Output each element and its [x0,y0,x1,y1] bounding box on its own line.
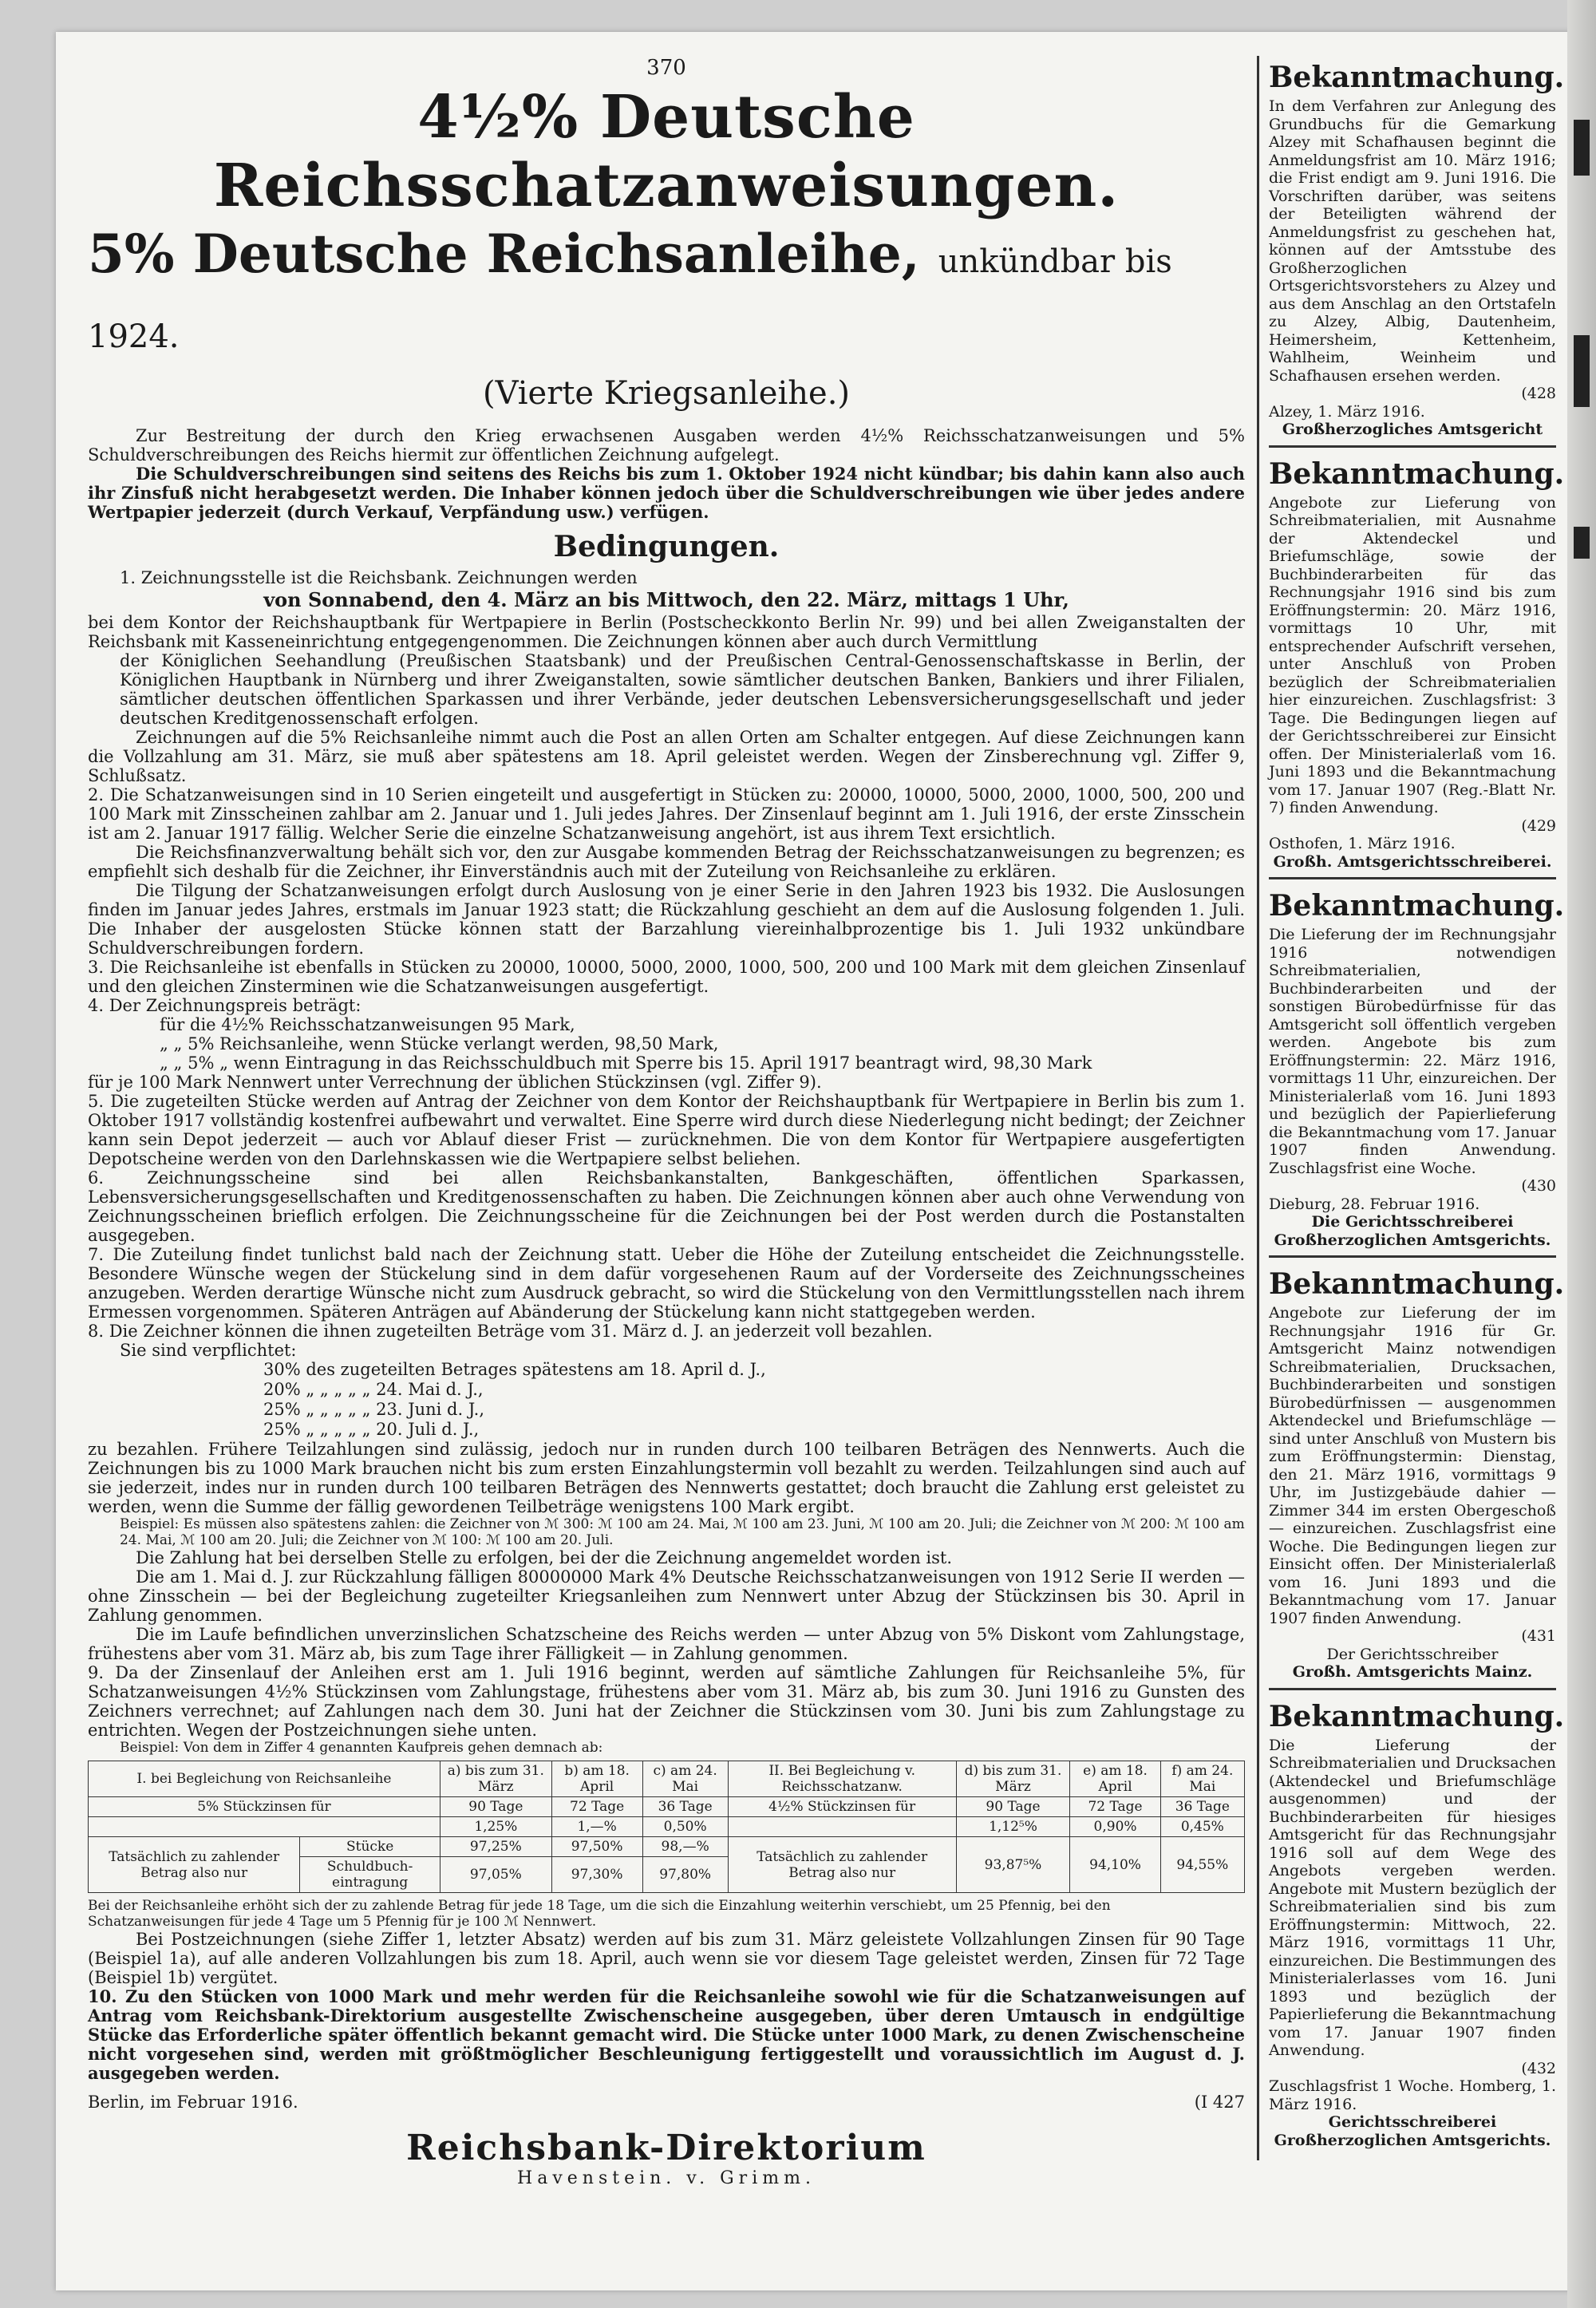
schedule-line: 20% „ „ „ „ „ 24. Mai d. J., [263,1380,484,1399]
condition-8-e: Die am 1. Mai d. J. zur Rückzahlung fälligen 80000000 Mark 4% Deutsche Reichsschatzanweisungen von 1912 Serie II werden — ohne Zinsschein — bei der Begleichung zugeteilter Kriegsanleihen zum Nennwert unter Abzug der Stückzinsen bis 30. April in Zahlung genommen. [88,1567,1245,1625]
table-col-b: b) am 18. April [551,1761,642,1797]
condition-10: 10. Zu den Stücken von 1000 Mark und mehr werden für die Reichsanleihe sowohl wie für die Schatzanweisungen auf Antrag vom Reichsbank-Direktorium ausgestellte Zwischenscheine ausgegeben, über deren Umtausch in endgültige Stücke das Erforderliche später öffentlich bekannt gemacht wird. Die Stücke unter 1000 Mark, zu denen Zwischenscheine nicht vorgesehen sind, werden mit größtmöglicher Beschleunigung fertiggestellt und voraussichtlich im August d. J. ausgegeben werden. [88,1986,1245,2083]
condition-1-intermediaries: der Königlichen Seehandlung (Preußischen Staatsbank) und der Preußischen Central-Genossenschaftskasse in Berlin, der Königlichen Hauptbank in Nürnberg und ihrer Zweiganstalten, sowie sämtlicher deutschen Banken, Bankiers und ihrer Filialen, sämtlicher deutschen öffentlichen Sparkassen und ihrer Verbände, jeder deutschen Lebensversicherungsgesellschaft und jeder deutschen Kreditgenossenschaft erfolgen. [120,651,1245,728]
notice-body: In dem Verfahren zur Anlegung des Grundbuchs für die Gemarkung Alzey mit Schafhausen beginnt die Anmeldungsfrist am 10. März 1916; die Frist endigt am 9. Juni 1916. Die Vorschriften darüber, was seitens der Beteiligten während der Anmeldungsfrist zu geschehen hat, können auf der Amtsstube des Großherzoglichen Ortsgerichtsvorstehers zu Alzey und aus dem Anschlag an den Ortstafeln zu Alzey, Albig, Dautenheim, Heimersheim, Kettenheim, Wahlheim, Weinheim und Schafhausen ersehen werden. [1269,97,1556,385]
headline-reichsanleihe [88,220,1245,370]
table-col-c: c) am 24. Mai [642,1761,728,1797]
table-row-label: 4½% Stückzinsen für [728,1797,956,1817]
dateline [88,2093,1245,2112]
signature-names: Havenstein. v. Grimm. [517,2168,816,2188]
notice-title: Bekanntmachung. [1269,1267,1565,1301]
table-row-label: Stücke [300,1837,440,1857]
table-col-e: e) am 18. April [1070,1761,1160,1797]
notice-place: Alzey, 1. März 1916. [1269,402,1425,421]
schedule-line: 25% „ „ „ „ „ 20. Juli d. J., [263,1420,480,1439]
table-head-right: II. Bei Begleichung v. Reichsschatzanw. [728,1761,956,1797]
notice-ref: (428 [1521,385,1556,402]
table-cell: 1,—% [551,1817,642,1837]
notice-ref: (431 [1521,1627,1556,1645]
table-cell: 97,25% [440,1837,551,1857]
condition-8-d: Die Zahlung hat bei derselben Stelle zu erfolgen, bei der die Zeichnung angemeldet worden ist. [136,1548,953,1567]
schedule-line: 25% „ „ „ „ „ 23. Juni d. J., [263,1400,484,1419]
price-reichsanleihe-stuecke: „ „ 5% Reichsanleihe, wenn Stücke verlangt werden, 98,50 Mark, [160,1034,719,1053]
notice-homberg [1269,1695,1565,2156]
table-row-label: Tatsächlich zu zahlender Betrag also nur [728,1837,956,1893]
reference-number: (I 427 [1194,2093,1245,2112]
notice-title: Bekanntmachung. [1269,889,1565,923]
condition-2-b: Die Reichsfinanzverwaltung behält sich vor, den zur Ausgabe kommenden Betrag der Reichsschatzanweisungen zu begrenzen; es empfiehlt sich deshalb für die Zeichner, ihr Einverständnis auch mit der Zuteilung von Reichsanleihe zu erklären. [88,843,1245,881]
table-cell: 97,05% [440,1857,551,1893]
table-row-label: Schuldbuch-eintragung [300,1857,440,1893]
condition-8-b: zu bezahlen. Frühere Teilzahlungen sind zulässig, jedoch nur in runden durch 100 teilbaren Beträgen des Nennwerts. Auch die Zeichnungen bis zu 1000 Mark brauchen nicht bis zum ersten Einzahlungstermin voll bezahlt zu werden. Teilzahlungen sind auch auf sie jederzeit, indes nur in runden durch 100 teilbaren Beträgen des Nennwerts gestattet; doch braucht die Zahlung erst geleistet zu werden, wenn die Summe der fällig gewordenen Teilbeträge wenigstens 100 Mark ergibt. [88,1440,1245,1516]
notice-sign: Großherzogliches Amtsgericht [1282,421,1543,438]
table-cell: 90 Tage [956,1797,1070,1817]
headline-reichsanleihe-sub: unkündbar bis 1924. [88,243,1172,355]
notice-place: Der Gerichtsschreiber [1326,1645,1499,1663]
condition-1: 1. Zeichnungsstelle ist die Reichsbank. Zeichnungen werden [120,568,638,587]
table-cell: 97,80% [642,1857,728,1893]
table-cell: 36 Tage [1160,1797,1244,1817]
notice-ref: (432 [1521,2059,1556,2077]
schedule-line: 30% des zugeteilten Betrages spätestens am 18. April d. J., [263,1360,766,1379]
table-cell: 90 Tage [440,1797,551,1817]
table-cell: 0,45% [1160,1817,1244,1837]
intro-paragraph: Zur Bestreitung der durch den Krieg erwachsenen Ausgaben werden 4½% Reichsschatzanweisungen und 5% Schuldverschreibungen des Reichs hiermit zur öffentlichen Zeichnung aufgelegt. [88,426,1245,464]
condition-7: 7. Die Zuteilung findet tunlichst bald nach der Zeichnung statt. Ueber die Höhe der Zuteilung entscheidet die Zeichnungsstelle. Besondere Wünsche wegen der Stückelung sind in dem dafür vorgesehenen Raum auf der Vorderseite des Zeichnungsscheines anzugeben. Werden derartige Wünsche nicht zum Ausdruck gebracht, so wird die Stückelung von den Vermittlungsstellen nach ihrem Ermessen vorgenommen. Späteren Anträgen auf Abänderung der Stückelung kann nicht stattgegeben werden. [88,1245,1245,1322]
table-cell: 36 Tage [642,1797,728,1817]
condition-6: 6. Zeichnungsscheine sind bei allen Reichsbankanstalten, Bankgeschäften, öffentlichen Sparkassen, Lebensversicherungsgesellschaften und Kreditgenossenschaften zu haben. Die Zeichnungen können aber auch ohne Verwendung von Zeichnungsscheinen brieflich erfolgen. Die Zeichnungsscheine für die Zeichnungen bei der Post werden durch die Postanstalten ausgegeben. [88,1168,1245,1245]
table-cell: 72 Tage [551,1797,642,1817]
notice-place: Zuschlagsfrist 1 Woche. Homberg, 1. März 1916. [1269,2077,1556,2113]
table-cell: 1,12⁵% [956,1817,1070,1837]
table-cell: 72 Tage [1070,1797,1160,1817]
headline-kriegsanleihe: (Vierte Kriegsanleihe.) [482,375,851,412]
condition-1-text: bei dem Kontor der Reichshauptbank für Wertpapiere in Berlin (Postscheckkonto Berlin Nr. 99) und bei allen Zweiganstalten der Reichsbank mit Kasseneinrichtung entgegengenommen. Die Zeichnungen können aber auch durch Vermittlung [88,613,1245,651]
table-col-f: f) am 24. Mai [1160,1761,1244,1797]
notice-mainz [1269,1263,1565,1690]
notice-place: Osthofen, 1. März 1916. [1269,835,1456,852]
notice-title: Bekanntmachung. [1269,1699,1565,1733]
condition-2: 2. Die Schatzanweisungen sind in 10 Serien eingeteilt und ausgefertigt in Stücken zu: 20000, 10000, 5000, 2000, 1000, 500, 200 und 100 Mark mit Zinsscheinen zahlbar am 2. Januar und 1. Juli jedes Jahres. Der Zinsenlauf beginnt am 1. Juli 1916, der erste Zinsschein ist am 2. Januar 1917 fällig. Welcher Serie die einzelne Schatzanweisung angehört, ist aus ihrem Text ersichtlich. [88,785,1245,843]
condition-2-c: Die Tilgung der Schatzanweisungen erfolgt durch Auslosung von je einer Serie in den Jahren 1923 bis 1932. Die Auslosungen finden im Januar jedes Jahres, erstmals im Januar 1923 statt; die Rückzahlung geschieht an dem auf die Auslosung folgenden 1. Juli. Die Inhaber der ausgelosten Stücke können statt der Barzahlung viereinhalbprozentige bis 1. Juli 1932 unkündbare Schuldverschreibungen fordern. [88,881,1245,958]
notice-body: Die Lieferung der im Rechnungsjahr 1916 notwendigen Schreibmaterialien, Buchbinderarbeiten und der sonstigen Bürobedürfnisse für das Amtsgericht soll öffentlich vergeben werden. Angebote bis zum Eröffnungstermin: 22. März 1916, vormittags 11 Uhr, einzureichen. Der Ministerialerlaß vom 16. Juni 1893 und bezüglich der Papierlieferung die Bekanntmachung vom 17. Januar 1907 finden Anwendung. Zuschlagsfrist eine Woche. [1269,926,1556,1177]
main-column [88,56,1245,2188]
notice-osthofen [1269,453,1565,880]
condition-1-dates: von Sonnabend, den 4. März an bis Mittwoch, den 22. März, mittags 1 Uhr, [263,588,1069,611]
notice-body: Die Lieferung der Schreibmaterialien und Drucksachen (Aktendeckel und Briefumschläge ausgenommen) und der Buchbinderarbeiten für hiesiges Amtsgericht für das Rechnungsjahr 1916 soll auf dem Wege des Angebots vergeben werden. Angebote mit Mustern bezüglich der Schreibmaterialien sind bis zum Eröffnungstermin: Mittwoch, 22. März 1916, vormittags 11 Uhr, einzureichen. Die Bestimmungen des Ministerialerlasses vom 16. Juni 1893 und bezüglich der Papierlieferung die Bekanntmachung vom 17. Januar 1907 finden Anwendung. [1269,1736,1556,2059]
condition-1-post: Zeichnungen auf die 5% Reichsanleihe nimmt auch die Post an allen Orten am Schalter entgegen. Auf diese Zeichnungen kann die Vollzahlung am 31. März, sie muß aber spätestens am 18. April geleistet werden. Wegen der Zinsberechnung vgl. Ziffer 9, Schlußsatz. [88,728,1245,785]
table-cell: 0,90% [1070,1817,1160,1837]
signature-directorate: Reichsbank-Direktorium [406,2128,926,2168]
notice-title: Bekanntmachung. [1269,456,1565,491]
table-col-a: a) bis zum 31. März [440,1761,551,1797]
notice-sign: Die Gerichtsschreiberei Großherzoglichen Amtsgerichts. [1274,1213,1551,1249]
condition-3: 3. Die Reichsanleihe ist ebenfalls in Stücken zu 20000, 10000, 5000, 2000, 1000, 500, 200 und 100 Mark mit dem gleichen Zinsenlauf und den gleichen Zinsterminen wie die Schatzanweisungen ausgefertigt. [88,958,1245,996]
headline-schatzanweisungen: 4½% Deutsche Reichsschatzanweisungen. [213,83,1120,220]
table-cell: 97,50% [551,1837,642,1857]
table-cell: 97,30% [551,1857,642,1893]
condition-9: 9. Da der Zinsenlauf der Anleihen erst am 1. Juli 1916 beginnt, werden auf sämtliche Zahlungen für Reichsanleihe 5%, für Schatzanweisungen 4½% Stückzinsen vom Zahlungstage, frühestens aber vom 31. März ab, bis zum 30. Juni 1916 zu Gunsten des Zeichners verrechnet; auf Zahlungen nach dem 30. Juni hat der Zeichner die Stückzinsen vom 30. Juni bis zum Zahlungstage zu entrichten. Wegen der Postzeichnungen siehe unten. [88,1663,1245,1740]
price-reichsanleihe-schuldbuch: „ „ 5% „ wenn Eintragung in das Reichsschuldbuch mit Sperre bis 15. April 1917 beantragt wird, 98,30 Mark [160,1053,1092,1073]
condition-4-note: für je 100 Mark Nennwert unter Verrechnung der üblichen Stückzinsen (vgl. Ziffer 9). [88,1073,822,1092]
notice-sign: Großh. Amtsgerichtsschreiberei. [1273,852,1552,871]
table-row-label: 5% Stückzinsen für [89,1797,440,1817]
table-cell: 0,50% [642,1817,728,1837]
price-schatzanweisungen: für die 4½% Reichsschatzanweisungen 95 Mark, [160,1015,575,1034]
notice-body: Angebote zur Lieferung der im Rechnungsjahr 1916 für Gr. Amtsgericht Mainz notwendigen Schreibmaterialien, Drucksachen, Buchbinderarbeiten und sonstigen Bürobedürfnissen — ausgenommen Aktendeckel und Briefumschläge — sind unter Anschluß von Mustern bis zum Eröffnungstermin: Dienstag, den 21. März 1916, vormittags 9 Uhr, im Justizgebäude dahier — Zimmer 344 im ersten Obergeschoß — einzureichen. Zuschlagsfrist eine Woche. Die Bedingungen liegen zur Einsicht offen. Der Ministerialerlaß vom 16. Juni 1893 und die Bekanntmachung vom 17. Januar 1907 finden Anwendung. [1269,1304,1556,1627]
notice-title: Bekanntmachung. [1269,61,1565,94]
condition-8-f: Die im Laufe befindlichen unverzinslichen Schatzscheine des Reichs werden — unter Abzug von 5% Diskont vom Zahlungstage, frühestens aber vom 31. März ab, bis zum Tage ihrer Fälligkeit — in Zahlung genommen. [88,1625,1245,1663]
notice-body: Angebote zur Lieferung von Schreibmaterialien, mit Ausnahme der Aktendeckel und Briefumschläge, sowie der Buchbinderarbeiten für das Rechnungsjahr 1916 sind bis zum Eröffnungstermin: 20. März 1916, vormittags 10 Uhr, mit entsprechender Aufschrift versehen, unter Anschluß von Proben bezüglich der Schreibmaterialien hier einzureichen. Zuschlagsfrist: 3 Tage. Die Bedingungen liegen auf der Gerichtsschreiberei zur Einsicht offen. Der Ministerialerlaß vom 16. Juni 1893 und die Bekanntmachung vom 17. Januar 1907 (Reg.-Blatt Nr. 7) finden Anwendung. [1269,493,1556,816]
notice-sign: Großh. Amtsgerichts Mainz. [1292,1663,1533,1681]
condition-9-note: Bei der Reichsanleihe erhöht sich der zu zahlende Betrag für jede 18 Tage, um die sich die Einzahlung weiterhin verschiebt, um 25 Pfennig, bei den Schatzanweisungen für jede 4 Tage um 5 Pfennig für je 100 ℳ Nennwert. [88,1898,1111,1930]
condition-8-obligation: Sie sind verpflichtet: [120,1341,297,1360]
table-cell: 1,25% [440,1817,551,1837]
condition-4: 4. Der Zeichnungspreis beträgt: [88,996,361,1015]
interest-table [88,1761,1245,1893]
page-number: 370 [646,56,686,80]
notice-ref: (430 [1521,1177,1556,1195]
dateline-text: Berlin, im Februar 1916. [88,2093,298,2112]
condition-9-example: Beispiel: Von dem in Ziffer 4 genannten Kaufpreis gehen demnach ab: [120,1740,603,1756]
notice-dieburg [1269,884,1565,1258]
headline-reichsanleihe-bold: 5% Deutsche Reichsanleihe, [88,223,920,285]
condition-5: 5. Die zugeteilten Stücke werden auf Antrag der Zeichner von dem Kontor der Reichshauptbank für Wertpapiere in Berlin bis zum 1. Oktober 1917 vollständig kostenfrei aufbewahrt und verwaltet. Eine Sperre wird durch diese Niederlegung nicht bedingt; der Zeichner kann sein Depot jederzeit — auch vor Ablauf dieser Frist — zurücknehmen. Die von dem Kontor für Wertpapiere ausgefertigten Depotscheine werden von den Darlehnskassen wie die Wertpapiere selbst beliehen. [88,1092,1245,1168]
conditions-heading: Bedingungen. [553,530,780,563]
condition-9-post: Bei Postzeichnungen (siehe Ziffer 1, letzter Absatz) werden auf bis zum 31. März geleistete Vollzahlungen Zinsen für 90 Tage (Beispiel 1a), auf alle anderen Vollzahlungen bis zum 18. April, auch wenn sie vor diesem Tage geleistet werden, Zinsen für 72 Tage (Beispiel 1b) vergütet. [88,1930,1245,1987]
notice-ref: (429 [1521,816,1556,835]
intro-bold-paragraph: Die Schuldverschreibungen sind seitens des Reichs bis zum 1. Oktober 1924 nicht kündbar; bis dahin kann also auch ihr Zinsfuß nicht herabgesetzt werden. Die Inhaber können jedoch über die Schuldverschreibungen wie über jedes andere Wertpapier jederzeit (durch Verkauf, Verpfändung usw.) verfügen. [88,464,1245,522]
notice-sign: Gerichtsschreiberei Großherzoglichen Amtsgerichts. [1274,2113,1551,2149]
payment-schedule [88,1360,1245,1440]
table-col-d: d) bis zum 31. März [956,1761,1070,1797]
table-cell: 93,87⁵% [956,1837,1070,1893]
condition-8: 8. Die Zeichner können die ihnen zugeteilten Beträge vom 31. März d. J. an jederzeit voll bezahlen. [88,1322,933,1341]
next-page-edge [1567,0,1596,2308]
table-head-left: I. bei Begleichung von Reichsanleihe [89,1761,440,1797]
condition-8-example: Beispiel: Es müssen also spätestens zahlen: die Zeichner von ℳ 300: ℳ 100 am 24. Mai, ℳ 100 am 23. Juni, ℳ 100 am 20. Juli; die Zeichner von ℳ 200: ℳ 100 am 24. Mai, ℳ 100 am 20. Juli; die Zeichner von ℳ 100: ℳ 100 am 20. Juli. [120,1516,1245,1548]
table-row-label: Tatsächlich zu zahlender Betrag also nur [89,1837,300,1893]
notices-column [1257,56,1565,2160]
table-cell: 94,10% [1070,1837,1160,1893]
notice-alzey [1269,56,1565,448]
table-cell: 94,55% [1160,1837,1244,1893]
table-cell: 98,—% [642,1837,728,1857]
notice-place: Dieburg, 28. Februar 1916. [1269,1195,1480,1213]
